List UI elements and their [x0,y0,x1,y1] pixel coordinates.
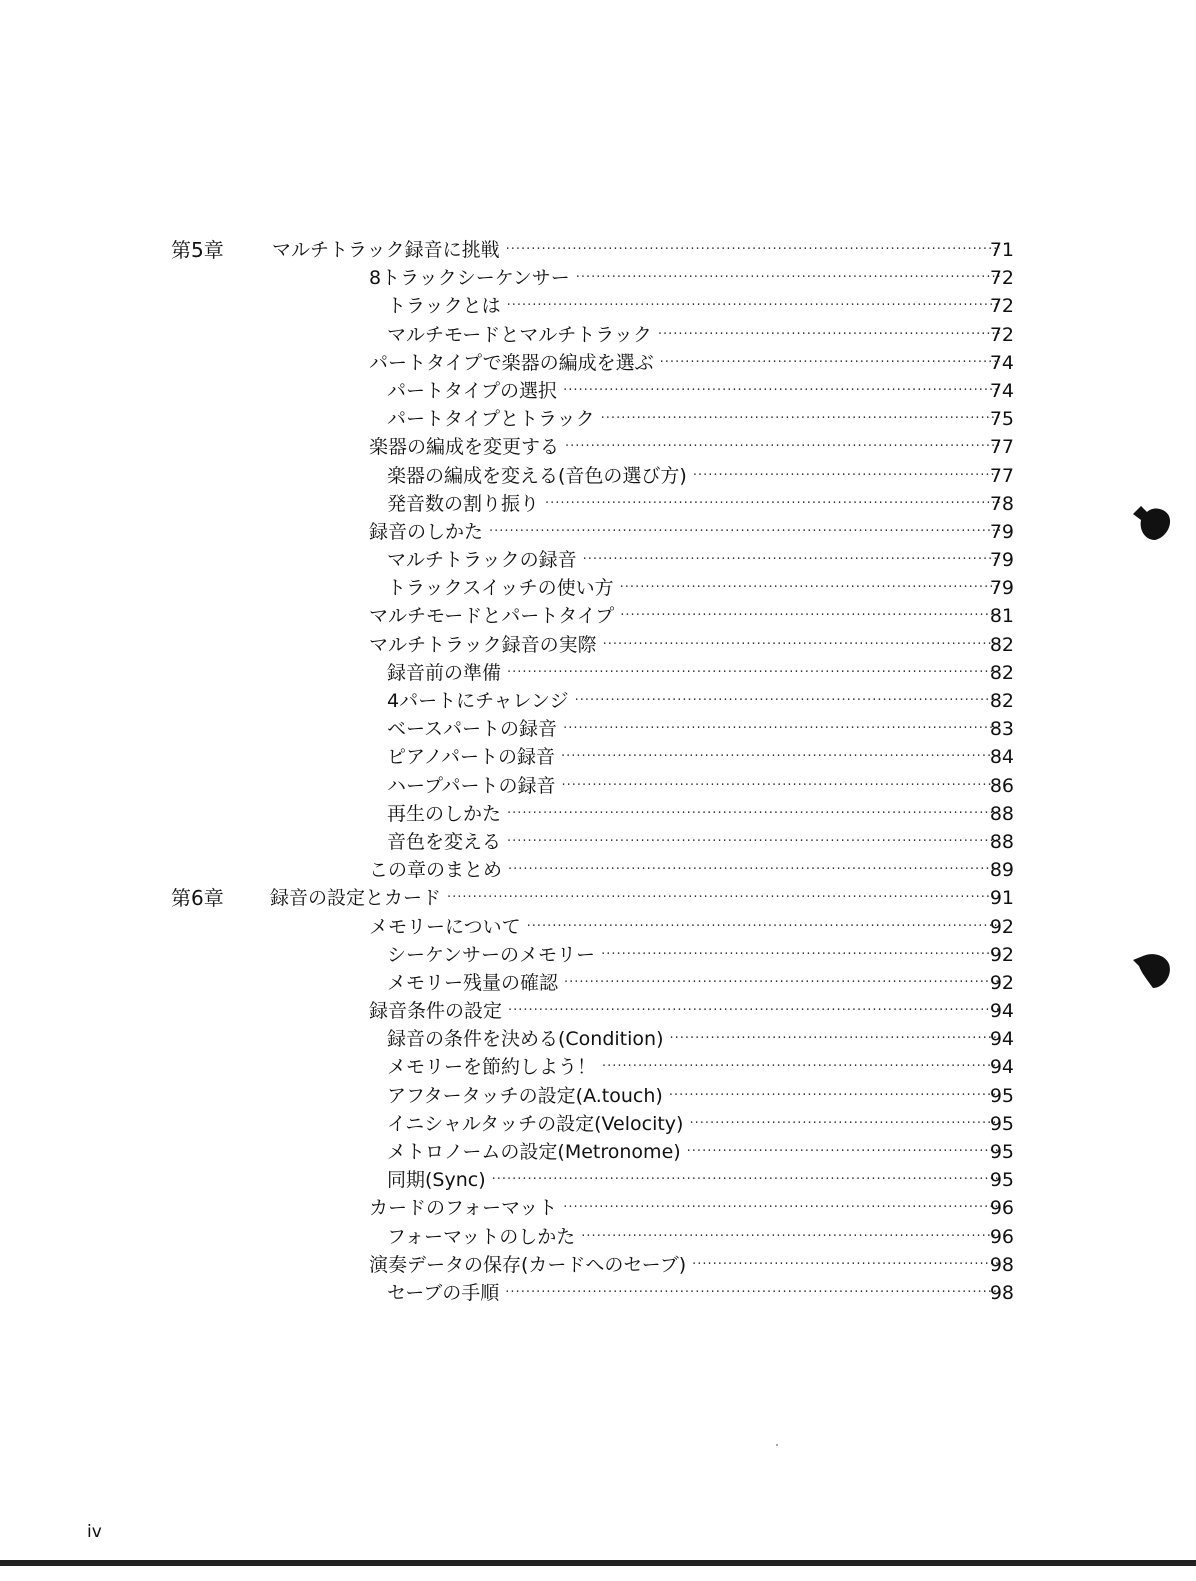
entry-title: 録音条件の設定 [369,1000,503,1023]
page-number: 72 [989,323,1014,346]
toc-subsection-row [0,405,1196,433]
chapter-label: 第5章 [171,238,224,262]
dot-leader [620,608,1000,624]
entry-title: ピアノパートの録音 [387,746,555,769]
dot-leader [564,975,1000,991]
toc-entry [369,631,1000,659]
entry-title: パートタイプとトラック [387,408,595,431]
toc-section-row [0,602,1196,630]
page-number: 74 [989,379,1014,402]
toc-section-row [0,518,1196,546]
page-number: 94 [989,1028,1014,1051]
toc-entry [387,659,1000,687]
entry-title: フォーマットのしかた [387,1225,576,1248]
toc-section-row [0,1194,1196,1222]
dot-leader [565,439,1000,455]
entry-title: この章のまとめ [369,859,503,882]
toc-subsection-row [0,1110,1196,1138]
toc-entry [387,377,1000,405]
entry-title: トラックとは [387,295,501,318]
chapter-label: 第6章 [171,886,224,911]
chapter-title: 録音の設定とカード [270,887,442,910]
entry-title: マルチモードとマルチトラック [387,323,652,346]
toc-subsection-row [0,462,1196,490]
toc-entry [387,941,1000,969]
toc-subsection-row [0,828,1196,856]
page-number: 81 [989,605,1014,628]
toc-subsection-row [0,687,1196,715]
toc-section-row [0,997,1196,1025]
dot-leader [545,496,1000,512]
dot-leader [601,411,1000,427]
dot-leader [562,778,1000,794]
entry-title: トラックスイッチの使い方 [387,577,614,600]
dot-leader [508,862,1000,878]
toc-entry [369,856,1000,884]
dot-leader [581,1229,1000,1245]
dot-leader [669,1088,1000,1104]
dot-leader [687,1144,1000,1160]
dot-leader [507,834,1000,850]
toc-subsection-row [0,321,1196,349]
dot-leader [507,806,1000,822]
dot-leader [508,1003,1000,1019]
entry-title: ベースパートの録音 [387,718,558,741]
dot-leader [507,665,1000,681]
entry-title: 4パートにチャレンジ [387,690,569,712]
page-number: 95 [989,1141,1014,1163]
toc-entry [387,546,1000,574]
entry-title: メモリー残量の確認 [387,971,559,994]
dot-leader [506,242,1000,258]
entry-title: メモリーを節約しよう！ [387,1056,597,1079]
page-number: 92 [989,943,1014,966]
dot-leader [563,721,1000,737]
page-number: 95 [989,1084,1014,1107]
toc-subsection-row [0,377,1196,405]
toc-entry [387,715,1000,743]
toc-entry [387,574,1000,602]
binding-hole-mark [1129,950,1173,990]
page-number: 78 [989,492,1014,515]
toc-entry [387,1223,1000,1251]
entry-title: 再生のしかた [387,802,502,825]
dot-leader [576,270,1000,286]
toc-entry [387,1053,1000,1081]
page-number: 91 [989,887,1014,910]
entry-title: ハープパートの録音 [387,774,556,797]
page-number: 72 [989,295,1014,318]
toc-subsection-row [0,1082,1196,1110]
page-number: 96 [989,1225,1014,1248]
toc-entry [387,321,1000,349]
dot-leader [563,1200,1000,1216]
toc-entry [387,1110,1000,1138]
page-number: 77 [989,436,1014,459]
dot-leader [505,1285,1000,1301]
page-number: 71 [989,239,1014,261]
page-number: 79 [989,549,1014,572]
toc-subsection-row [0,772,1196,800]
toc-subsection-row [0,574,1196,602]
entry-title: マルチトラックの録音 [387,549,577,572]
page-number: 84 [989,746,1014,769]
toc-entry [369,1251,1000,1279]
dot-leader [620,580,1000,596]
page-number: 79 [989,520,1014,543]
dot-leader [507,298,1000,314]
page-number-folio: iv [87,1522,102,1542]
scan-bottom-edge [0,1560,1196,1566]
toc-section-row [0,433,1196,461]
dot-leader [563,383,1000,399]
dot-leader [583,552,1000,568]
toc-subsection-row [0,1138,1196,1166]
toc-entry [387,1082,1000,1110]
page-number: 92 [989,971,1014,994]
entry-title: 楽器の編成を変える(音色の選び方) [387,464,687,487]
toc-entry [387,687,1000,715]
toc-entry [387,743,1000,771]
page-number: 72 [989,267,1014,290]
page-number: 86 [989,774,1014,797]
page-number: 94 [989,1000,1014,1023]
page-number: 74 [989,351,1014,374]
dot-leader [527,919,1000,935]
toc-entry [387,969,1000,997]
page-number: 92 [989,915,1014,938]
toc-subsection-row [0,546,1196,574]
toc-section-row [0,856,1196,884]
toc-section-row [0,631,1196,659]
toc-entry [369,913,1000,941]
dot-leader [660,355,1000,371]
toc-entry [387,800,1000,828]
toc-entry [387,772,1000,800]
page-number: 98 [989,1253,1014,1276]
toc-entry [270,884,1000,912]
toc-section-row [0,1251,1196,1279]
page-number: 77 [989,464,1014,487]
toc-subsection-row [0,800,1196,828]
dot-leader [692,1257,1000,1273]
page-number: 95 [989,1112,1014,1135]
page-number: 82 [989,690,1014,712]
toc-entry [387,1279,1000,1307]
entry-title: イニシャルタッチの設定(Velocity) [387,1112,684,1135]
entry-title: パートタイプの選択 [387,379,558,402]
toc-entry [387,490,1000,518]
table-of-contents [0,236,1196,1307]
entry-title: 録音のしかた [369,520,484,543]
toc-entry [369,997,1000,1025]
entry-title: メトロノームの設定(Metronome) [387,1141,681,1163]
toc-subsection-row [0,1025,1196,1053]
toc-entry [369,264,1000,292]
dot-leader [575,693,1000,709]
toc-subsection-row [0,743,1196,771]
dot-leader [447,890,1000,906]
entry-title: 録音の条件を決める(Condition) [387,1028,664,1051]
toc-entry [369,1194,1000,1222]
page-number: 88 [989,802,1014,825]
toc-subsection-row [0,1166,1196,1194]
page-number: 79 [989,577,1014,600]
dot-leader [561,749,1000,765]
entry-title: カードのフォーマット [369,1197,558,1220]
toc-entry [369,433,1000,461]
dot-leader [489,524,1000,540]
toc-entry [369,518,1000,546]
dot-leader [603,637,1000,653]
toc-subsection-row [0,969,1196,997]
entry-title: アフタータッチの設定(A.touch) [387,1084,663,1107]
entry-title: パートタイプで楽器の編成を選ぶ [369,351,654,374]
page-number: 94 [989,1056,1014,1079]
toc-subsection-row [0,1223,1196,1251]
toc-section-row [0,913,1196,941]
entry-title: 音色を変える [387,830,502,853]
binding-hole-mark [1129,502,1173,542]
scan-speck [776,1444,778,1446]
page-number: 82 [989,661,1014,684]
entry-title: シーケンサーのメモリー [387,943,596,966]
page-number: 82 [989,633,1014,656]
toc-entry [369,349,1000,377]
toc-subsection-row [0,490,1196,518]
dot-leader [601,947,1000,963]
entry-title: マルチモードとパートタイプ [369,605,615,628]
entry-title: 同期(Sync) [387,1169,486,1192]
page-number: 95 [989,1169,1014,1192]
entry-title: 発音数の割り振り [387,492,540,515]
toc-subsection-row [0,292,1196,320]
entry-title: 録音前の準備 [387,661,502,684]
toc-subsection-row [0,659,1196,687]
dot-leader [492,1172,1000,1188]
entry-title: マルチトラック録音の実際 [369,633,597,656]
page-number: 89 [989,859,1014,882]
toc-subsection-row [0,1053,1196,1081]
page-number: 83 [989,718,1014,741]
page-number: 96 [989,1197,1014,1220]
toc-entry [387,292,1000,320]
dot-leader [658,327,1000,343]
toc-subsection-row [0,1279,1196,1307]
chapter-title: マルチトラック録音に挑戦 [272,239,500,261]
toc-entry [387,405,1000,433]
entry-title: 8トラックシーケンサー [369,267,570,290]
dot-leader [689,1116,1000,1132]
toc-entry [387,1138,1000,1166]
toc-chapter-row [0,884,1196,912]
entry-title: 演奏データの保存(カードへのセーブ) [369,1253,687,1276]
dot-leader [670,1031,1001,1047]
entry-title: 楽器の編成を変更する [369,436,560,459]
toc-section-row [0,264,1196,292]
toc-entry [387,1166,1000,1194]
toc-chapter-row [0,236,1196,264]
toc-subsection-row [0,941,1196,969]
toc-entry [369,602,1000,630]
toc-entry [387,1025,1000,1053]
page-number: 98 [989,1281,1014,1304]
entry-title: メモリーについて [369,915,521,938]
toc-entry [272,236,1000,264]
toc-entry [387,462,1000,490]
toc-subsection-row [0,715,1196,743]
toc-entry [387,828,1000,856]
page-number: 88 [989,830,1014,853]
dot-leader [693,468,1000,484]
dot-leader [602,1059,1000,1075]
toc-section-row [0,349,1196,377]
entry-title: セーブの手順 [387,1281,500,1304]
page-number: 75 [989,408,1014,431]
